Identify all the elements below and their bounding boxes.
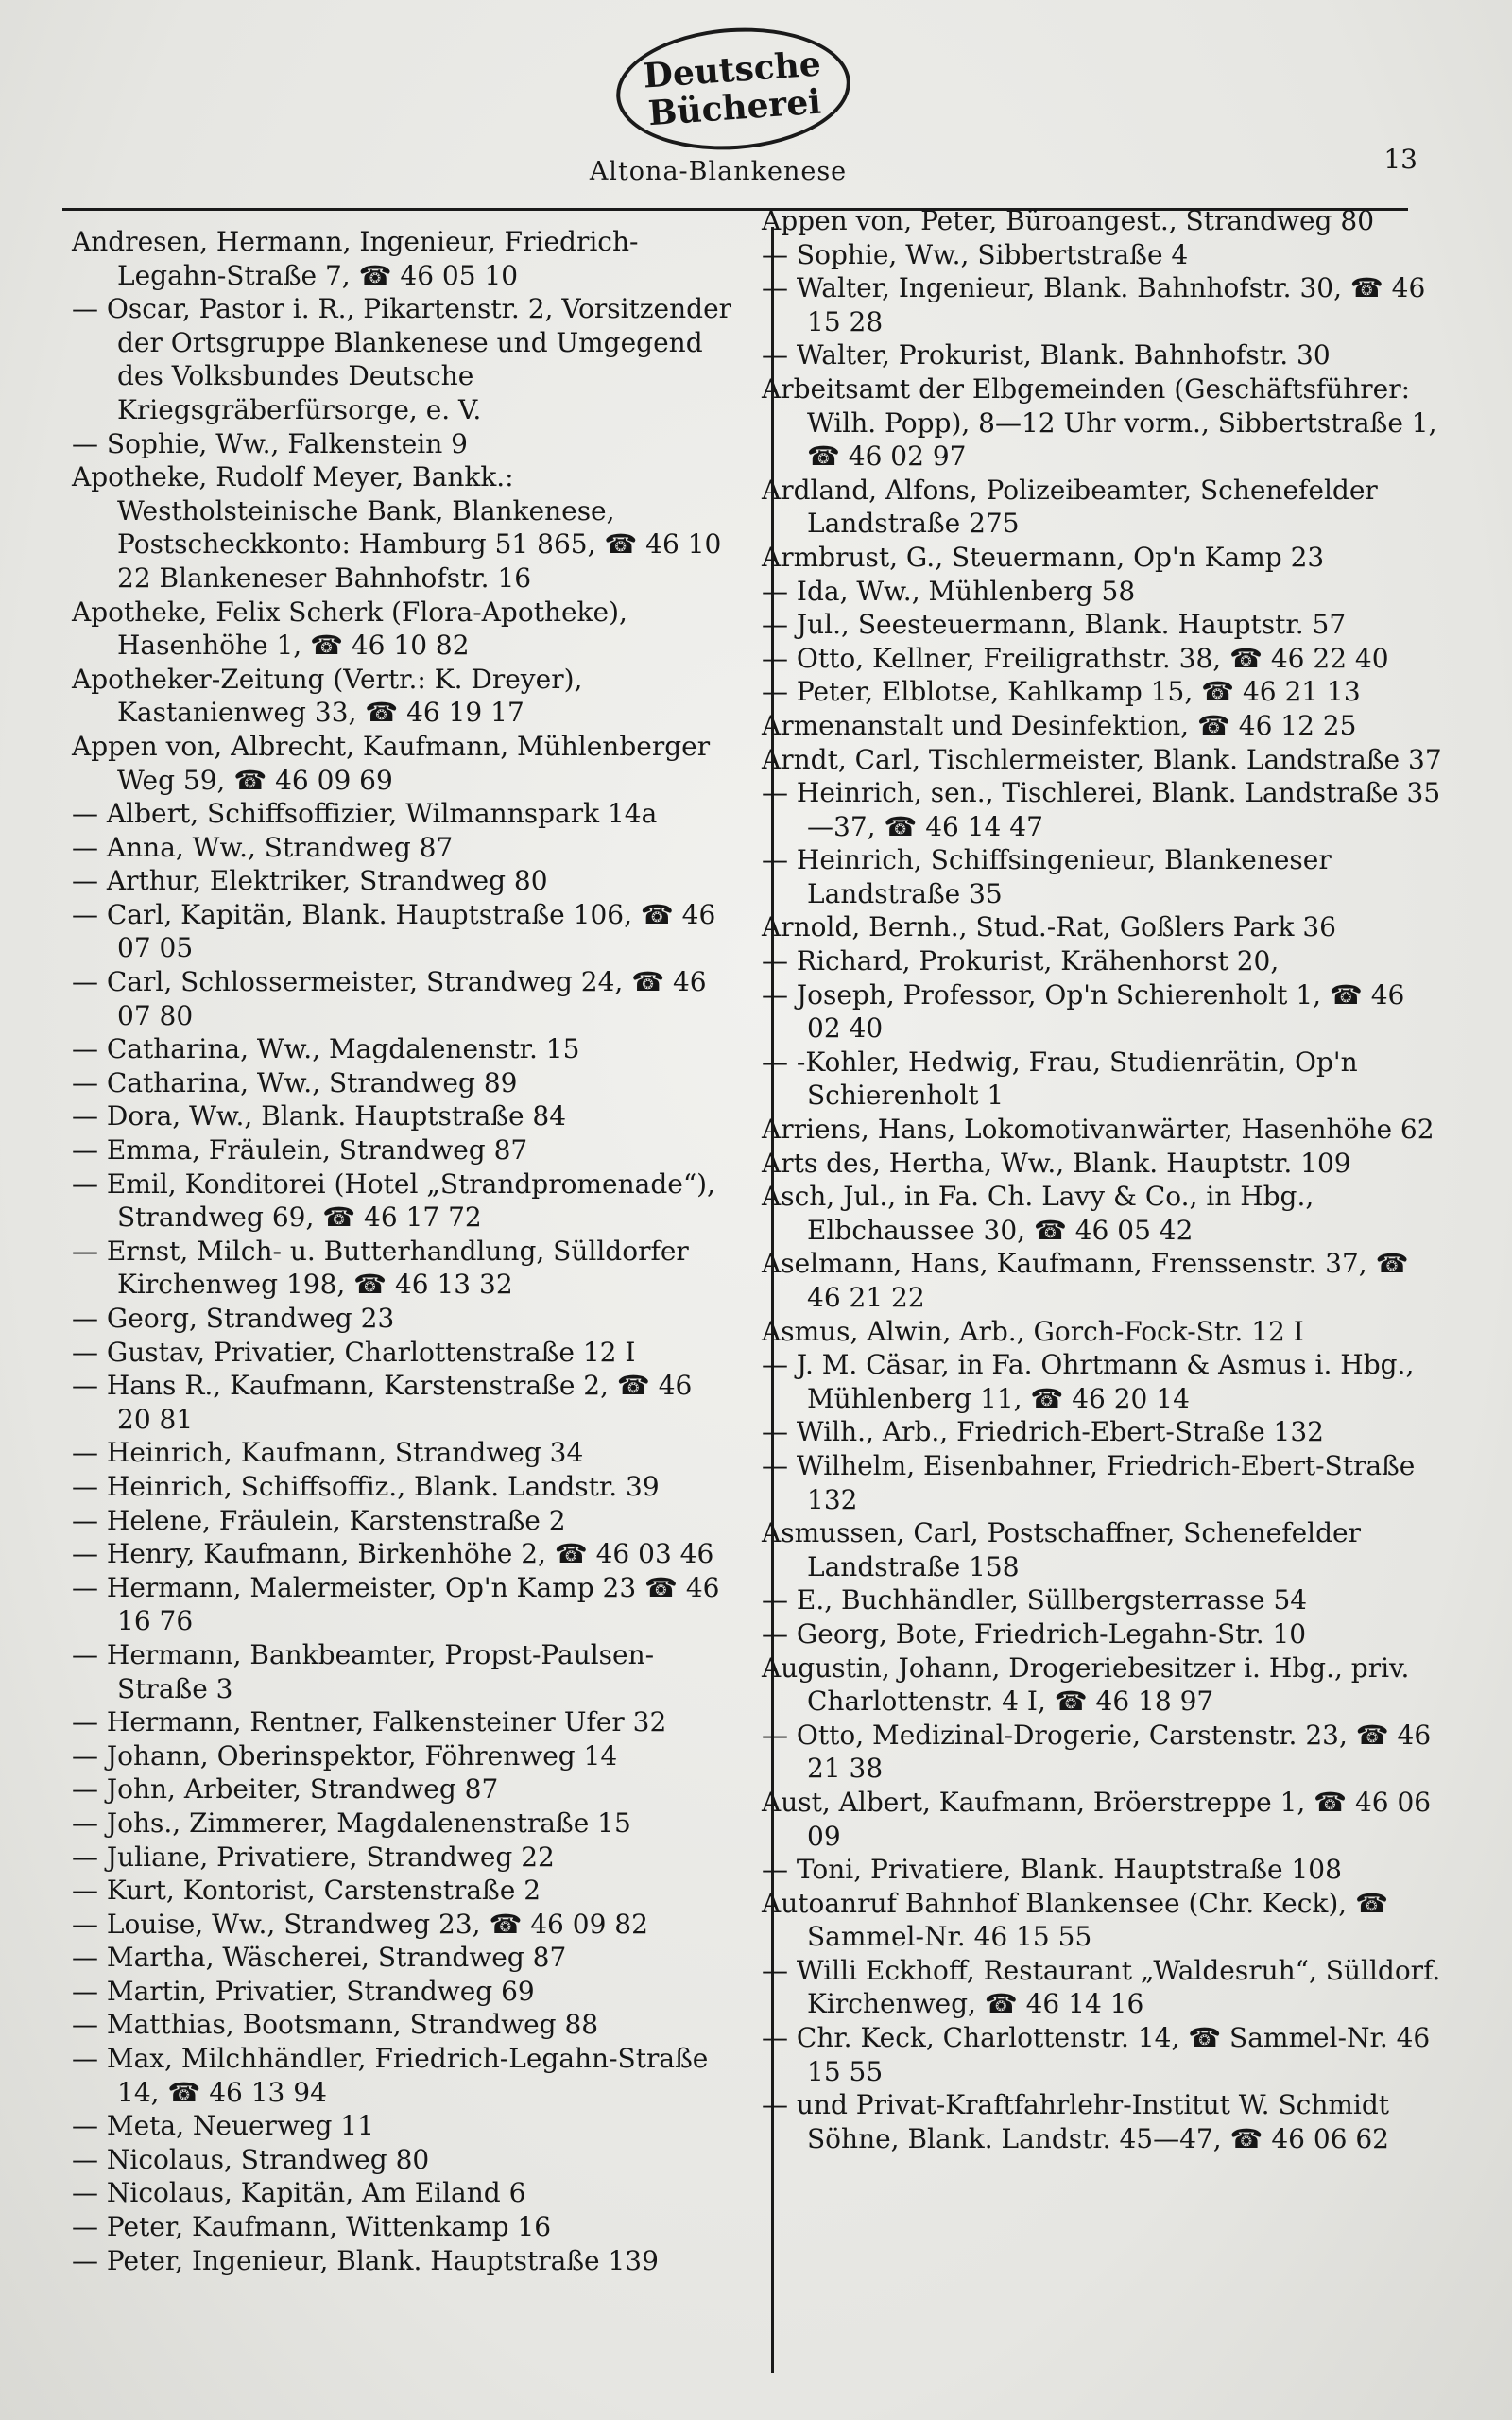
- directory-entry: Autoanruf Bahnhof Blankensee (Chr. Keck), ☎ Sammel-Nr. 46 15 55: [762, 1887, 1388, 1953]
- directory-entry: — Richard, Prokurist, Krähenhorst 20,: [762, 945, 1280, 977]
- directory-entry: — Chr. Keck, Charlottenstr. 14, ☎ Sammel-Nr. 46 15 55: [762, 2022, 1431, 2087]
- directory-entry: Arnold, Bernh., Stud.-Rat, Goßlers Park 36: [762, 911, 1336, 943]
- directory-entry: Arts des, Hertha, Ww., Blank. Hauptstr. 109: [762, 1147, 1351, 1179]
- directory-entry: — John, Arbeiter, Strandweg 87: [72, 1773, 499, 1806]
- directory-entry: Apotheke, Felix Scherk (Flora-Apotheke), Hasenhöhe 1, ☎ 46 10 82: [72, 596, 627, 662]
- directory-entry: — Heinrich, Kaufmann, Strandweg 34: [72, 1437, 584, 1469]
- directory-entry: — Otto, Kellner, Freiligrathstr. 38, ☎ 46 22 40: [762, 642, 1389, 674]
- directory-entry: — Joseph, Professor, Op'n Schierenholt 1, ☎ 46 02 40: [762, 978, 1405, 1045]
- directory-entry: — Emma, Fräulein, Strandweg 87: [72, 1134, 528, 1167]
- running-header-place: Altona-Blankenese: [589, 157, 848, 186]
- directory-entry: — Albert, Schiffsoffizier, Wilmannspark 14a: [72, 798, 658, 830]
- right-column: [762, 204, 1444, 2155]
- directory-entry: — Emil, Konditorei (Hotel „Strandpromenade“), Strandweg 69, ☎ 46 17 72: [72, 1167, 715, 1234]
- directory-entry: Arndt, Carl, Tischlermeister, Blank. Landstraße 37: [762, 743, 1442, 775]
- directory-entry: — Carl, Kapitän, Blank. Hauptstraße 106, ☎ 46 07 05: [72, 898, 716, 964]
- directory-entry: — Meta, Neuerweg 11: [72, 2110, 374, 2142]
- directory-entry: — Oscar, Pastor i. R., Pikartenstr. 2, Vorsitzender der Ortsgruppe Blankenese und Umgegend des Volksbundes Deutsche Kriegsgräberfürsorge, e. V.: [72, 293, 732, 425]
- directory-entry: — Martin, Privatier, Strandweg 69: [72, 1975, 535, 2007]
- directory-entry: — Heinrich, Schiffsoffiz., Blank. Landstr. 39: [72, 1470, 660, 1502]
- directory-entry: Asch, Jul., in Fa. Ch. Lavy & Co., in Hbg., Elbchaussee 30, ☎ 46 05 42: [762, 1181, 1314, 1246]
- directory-entry: — Otto, Medizinal-Drogerie, Carstenstr. 23, ☎ 46 21 38: [762, 1719, 1432, 1785]
- directory-entry: Appen von, Albrecht, Kaufmann, Mühlenberger Weg 59, ☎ 46 09 69: [72, 730, 711, 796]
- directory-entry: Armenanstalt und Desinfektion, ☎ 46 12 25: [762, 709, 1357, 741]
- directory-entry: — Carl, Schlossermeister, Strandweg 24, ☎ 46 07 80: [72, 966, 707, 1031]
- directory-entry: — Hans R., Kaufmann, Karstenstraße 2, ☎ 46 20 81: [72, 1370, 693, 1435]
- directory-entry: — Martha, Wäscherei, Strandweg 87: [72, 1942, 567, 1974]
- directory-entry: — Jul., Seesteuermann, Blank. Hauptstr. 57: [762, 609, 1347, 641]
- left-column: [72, 225, 733, 2277]
- library-stamp: [612, 21, 854, 158]
- directory-entry: — -Kohler, Hedwig, Frau, Studienrätin, Op'n Schierenholt 1: [762, 1046, 1358, 1112]
- directory-entry: Appen von, Peter, Büroangest., Strandweg 80: [762, 205, 1375, 236]
- directory-entry: — Walter, Ingenieur, Blank. Bahnhofstr. 30, ☎ 46 15 28: [762, 272, 1426, 337]
- directory-entry: — Georg, Strandweg 23: [72, 1303, 395, 1334]
- directory-entry: — Heinrich, Schiffsingenieur, Blankeneser Landstraße 35: [762, 844, 1332, 909]
- directory-entry: — Max, Milchhändler, Friedrich-Legahn-Straße 14, ☎ 46 13 94: [72, 2043, 709, 2108]
- directory-entry: — Louise, Ww., Strandweg 23, ☎ 46 09 82: [72, 1908, 648, 1940]
- directory-entry: — Toni, Privatiere, Blank. Hauptstraße 108: [762, 1854, 1342, 1886]
- directory-entry: Augustin, Johann, Drogeriebesitzer i. Hbg., priv. Charlottenstr. 4 I, ☎ 46 18 97: [762, 1651, 1410, 1718]
- directory-entry: Aselmann, Hans, Kaufmann, Frenssenstr. 37, ☎ 46 21 22: [762, 1248, 1409, 1313]
- directory-entry: — Wilhelm, Eisenbahner, Friedrich-Ebert-Straße 132: [762, 1449, 1416, 1515]
- directory-entry: Aust, Albert, Kaufmann, Bröerstreppe 1, ☎ 46 06 09: [762, 1786, 1432, 1852]
- directory-entry: — Henry, Kaufmann, Birkenhöhe 2, ☎ 46 03 46: [72, 1538, 714, 1570]
- stamp-line-2: Bücherei: [646, 81, 823, 134]
- directory-entry: — Anna, Ww., Strandweg 87: [72, 831, 454, 863]
- directory-entry: Apotheke, Rudolf Meyer, Bankk.: Westholsteinische Bank, Blankenese, Postscheckkonto: Hamburg 51 865, ☎ 46 10 22 Blankeneser Bahnhofstr. 16: [72, 461, 722, 594]
- directory-entry: — J. M. Cäsar, in Fa. Ohrtmann & Asmus i. Hbg., Mühlenberg 11, ☎ 46 20 14: [762, 1349, 1415, 1414]
- directory-entry: Andresen, Hermann, Ingenieur, Friedrich-Legahn-Straße 7, ☎ 46 05 10: [72, 226, 639, 291]
- directory-entry: — Gustav, Privatier, Charlottenstraße 12 I: [72, 1336, 636, 1368]
- directory-entry: — Dora, Ww., Blank. Hauptstraße 84: [72, 1100, 567, 1132]
- directory-entry: — Sophie, Ww., Falkenstein 9: [72, 427, 468, 459]
- directory-entry: Armbrust, G., Steuermann, Op'n Kamp 23: [762, 541, 1325, 573]
- directory-entry: Asmussen, Carl, Postschaffner, Schenefelder Landstraße 158: [762, 1517, 1361, 1582]
- directory-entry: — Catharina, Ww., Magdalenenstr. 15: [72, 1033, 580, 1065]
- directory-entry: — Nicolaus, Strandweg 80: [72, 2143, 430, 2175]
- directory-entry: — Johs., Zimmerer, Magdalenenstraße 15: [72, 1806, 631, 1839]
- directory-entry: Apotheker-Zeitung (Vertr.: K. Dreyer), Kastanienweg 33, ☎ 46 19 17: [72, 663, 583, 729]
- directory-entry: — Helene, Fräulein, Karstenstraße 2: [72, 1504, 566, 1536]
- directory-entry: — Hermann, Bankbeamter, Propst-Paulsen-Straße 3: [72, 1638, 655, 1704]
- directory-entry: — Walter, Prokurist, Blank. Bahnhofstr. 30: [762, 339, 1331, 372]
- directory-entry: — Matthias, Bootsmann, Strandweg 88: [72, 2009, 599, 2041]
- directory-entry: — Peter, Ingenieur, Blank. Hauptstraße 139: [72, 2244, 659, 2276]
- directory-entry: — Ida, Ww., Mühlenberg 58: [762, 575, 1136, 607]
- page-number: 13: [1383, 144, 1418, 175]
- directory-entry: — Hermann, Malermeister, Op'n Kamp 23 ☎ 46 16 76: [72, 1571, 720, 1637]
- directory-entry: — Catharina, Ww., Strandweg 89: [72, 1066, 518, 1098]
- directory-entry: Asmus, Alwin, Arb., Gorch-Fock-Str. 12 I: [762, 1315, 1304, 1347]
- directory-entry: — Peter, Elblotse, Kahlkamp 15, ☎ 46 21 13: [762, 676, 1361, 708]
- directory-entry: — E., Buchhändler, Süllbergsterrasse 54: [762, 1584, 1308, 1616]
- directory-entry: Arriens, Hans, Lokomotivanwärter, Hasenhöhe 62: [762, 1114, 1435, 1146]
- stamp-line-1: Deutsche: [642, 43, 822, 96]
- directory-entry: — und Privat-Kraftfahrlehr-Institut W. Schmidt Söhne, Blank. Landstr. 45—47, ☎ 46 06 62: [762, 2089, 1390, 2154]
- directory-entry: — Sophie, Ww., Sibbertstraße 4: [762, 238, 1189, 270]
- directory-entry: — Arthur, Elektriker, Strandweg 80: [72, 865, 548, 897]
- directory-entry: — Wilh., Arb., Friedrich-Ebert-Straße 132: [762, 1416, 1324, 1448]
- directory-entry: Ardland, Alfons, Polizeibeamter, Schenefelder Landstraße 275: [762, 474, 1378, 540]
- directory-entry: — Kurt, Kontorist, Carstenstraße 2: [72, 1875, 541, 1907]
- directory-entry: — Heinrich, sen., Tischlerei, Blank. Landstraße 35—37, ☎ 46 14 47: [762, 777, 1441, 842]
- directory-entry: — Willi Eckhoff, Restaurant „Waldesruh“, Sülldorf. Kirchenweg, ☎ 46 14 16: [762, 1954, 1441, 2020]
- directory-entry: — Georg, Bote, Friedrich-Legahn-Str. 10: [762, 1617, 1307, 1650]
- directory-entry: — Johann, Oberinspektor, Föhrenweg 14: [72, 1739, 618, 1772]
- directory-entry: — Ernst, Milch- u. Butterhandlung, Sülldorfer Kirchenweg 198, ☎ 46 13 32: [72, 1235, 689, 1301]
- directory-entry: — Nicolaus, Kapitän, Am Eiland 6: [72, 2177, 526, 2209]
- directory-entry: — Peter, Kaufmann, Wittenkamp 16: [72, 2211, 552, 2243]
- directory-entry: — Juliane, Privatiere, Strandweg 22: [72, 1841, 555, 1873]
- directory-entry: — Hermann, Rentner, Falkensteiner Ufer 32: [72, 1706, 667, 1738]
- directory-entry: Arbeitsamt der Elbgemeinden (Geschäftsführer: Wilh. Popp), 8—12 Uhr vorm., Sibbertstraße 1, ☎ 46 02 97: [762, 372, 1437, 473]
